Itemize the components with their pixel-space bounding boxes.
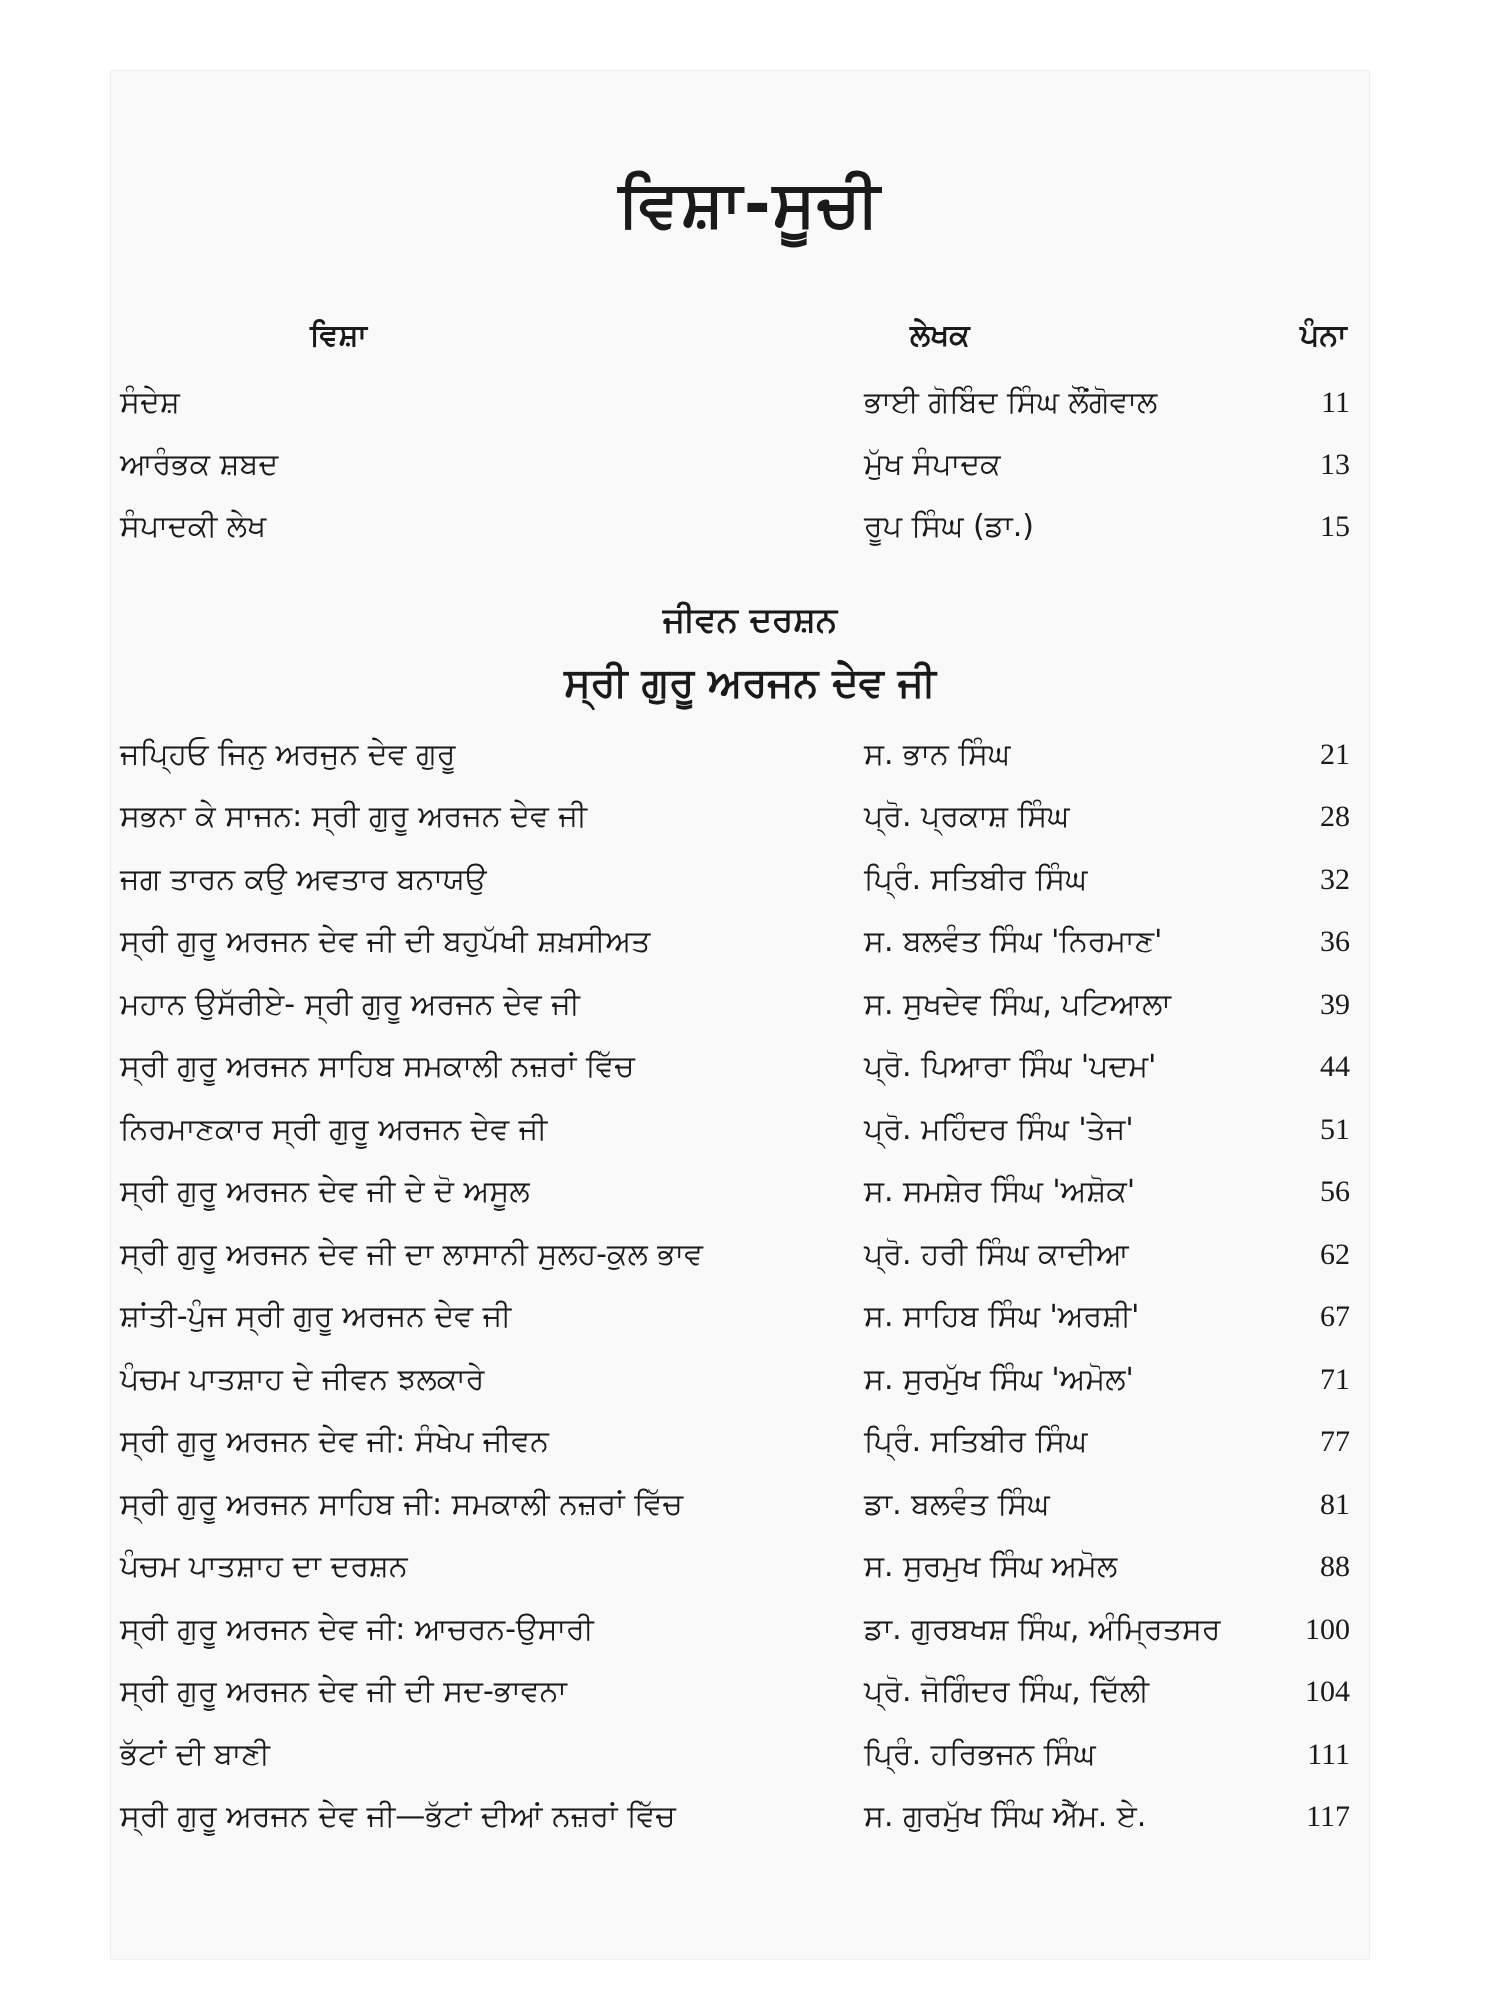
toc-author: ਸ. ਭਾਨ ਸਿੰਘ xyxy=(864,737,1011,772)
toc-row[interactable] xyxy=(0,1792,1500,1842)
toc-subject: ਸਭਨਾ ਕੇ ਸਾਜਨ: ਸ੍ਰੀ ਗੁਰੂ ਅਰਜਨ ਦੇਵ ਜੀ xyxy=(120,799,588,834)
toc-subject: ਸ਼ਾਂਤੀ-ਪੁੰਜ ਸ੍ਰੀ ਗੁਰੂ ਅਰਜਨ ਦੇਵ ਜੀ xyxy=(120,1299,512,1334)
toc-author: ਸ. ਸਮਸ਼ੇਰ ਸਿੰਘ 'ਅਸ਼ੋਕ' xyxy=(864,1174,1136,1209)
toc-page-number: 77 xyxy=(1320,1425,1350,1458)
toc-row[interactable] xyxy=(0,792,1500,842)
toc-subject: ਸ੍ਰੀ ਗੁਰੂ ਅਰਜਨ ਦੇਵ ਜੀ ਦਾ ਲਾਸਾਨੀ ਸੁਲਹ-ਕੁਲ ਭਾਵ xyxy=(120,1237,704,1272)
section-subheading: ਸ੍ਰੀ ਗੁਰੂ ਅਰਜਨ ਦੇਵ ਜੀ xyxy=(564,660,936,706)
toc-page-number: 81 xyxy=(1320,1488,1350,1521)
toc-subject: ਸ੍ਰੀ ਗੁਰੂ ਅਰਜਨ ਦੇਵ ਜੀ ਦੀ ਬਹੁਪੱਖੀ ਸ਼ਖ਼ਸੀਅਤ xyxy=(120,924,651,959)
toc-row[interactable] xyxy=(0,1417,1500,1467)
toc-page-number: 100 xyxy=(1305,1613,1350,1646)
toc-subject: ਪੰਚਮ ਪਾਤਸ਼ਾਹ ਦਾ ਦਰਸ਼ਨ xyxy=(120,1549,408,1584)
toc-author: ਸ. ਸੁਖਦੇਵ ਸਿੰਘ, ਪਟਿਆਲਾ xyxy=(864,987,1172,1022)
toc-row[interactable] xyxy=(0,980,1500,1030)
toc-page-number: 13 xyxy=(1320,448,1350,481)
toc-author: ਪ੍ਰੋ. ਪਿਆਰਾ ਸਿੰਘ 'ਪਦਮ' xyxy=(864,1049,1157,1084)
toc-author: ਡਾ. ਗੁਰਬਖਸ਼ ਸਿੰਘ, ਅੰਮ੍ਰਿਤਸਰ xyxy=(864,1612,1221,1647)
toc-subject: ਸ੍ਰੀ ਗੁਰੂ ਅਰਜਨ ਦੇਵ ਜੀ—ਭੱਟਾਂ ਦੀਆਂ ਨਜ਼ਰਾਂ ਵਿੱਚ xyxy=(120,1799,676,1834)
toc-row[interactable] xyxy=(0,1355,1500,1405)
toc-row[interactable] xyxy=(0,502,1500,552)
column-header-subject: ਵਿਸ਼ਾ xyxy=(310,318,367,353)
toc-subject: ਜਪ੍ਹਿਓ ਜਿਨੁ ਅਰਜੁਨ ਦੇਵ ਗੁਰੂ xyxy=(120,737,456,772)
toc-page-number: 36 xyxy=(1320,925,1350,958)
toc-page-number: 32 xyxy=(1320,863,1350,896)
toc-subject: ਸ੍ਰੀ ਗੁਰੂ ਅਰਜਨ ਦੇਵ ਜੀ ਦੇ ਦੋ ਅਸੂਲ xyxy=(120,1174,530,1209)
toc-subject: ਪੰਚਮ ਪਾਤਸ਼ਾਹ ਦੇ ਜੀਵਨ ਝਲਕਾਰੇ xyxy=(120,1362,485,1397)
page-title: ਵਿਸ਼ਾ-ਸੂਚੀ xyxy=(618,168,882,242)
section-heading: ਜੀਵਨ ਦਰਸ਼ਨ xyxy=(662,600,838,640)
toc-author: ਸ. ਗੁਰਮੁੱਖ ਸਿੰਘ ਐੱਮ. ਏ. xyxy=(864,1799,1147,1834)
toc-subject: ਆਰੰਭਕ ਸ਼ਬਦ xyxy=(120,447,279,482)
toc-subject: ਸ੍ਰੀ ਗੁਰੂ ਅਰਜਨ ਦੇਵ ਜੀ: ਸੰਖੇਪ ਜੀਵਨ xyxy=(120,1424,549,1459)
toc-author: ਪ੍ਰਿੰ. ਹਰਿਭਜਨ ਸਿੰਘ xyxy=(864,1737,1096,1772)
toc-author: ਸ. ਸੁਰਮੁੱਖ ਸਿੰਘ 'ਅਮੋਲ' xyxy=(864,1362,1134,1397)
toc-row[interactable] xyxy=(0,1042,1500,1092)
toc-row[interactable] xyxy=(0,1480,1500,1530)
toc-subject: ਸ੍ਰੀ ਗੁਰੂ ਅਰਜਨ ਦੇਵ ਜੀ: ਆਚਰਨ-ਉਸਾਰੀ xyxy=(120,1612,594,1647)
toc-author: ਪ੍ਰੋ. ਹਰੀ ਸਿੰਘ ਕਾਦੀਆ xyxy=(864,1237,1129,1272)
toc-subject: ਨਿਰਮਾਣਕਾਰ ਸ੍ਰੀ ਗੁਰੂ ਅਰਜਨ ਦੇਵ ਜੀ xyxy=(120,1112,548,1147)
toc-page-number: 71 xyxy=(1320,1363,1350,1396)
toc-subject: ਸ੍ਰੀ ਗੁਰੂ ਅਰਜਨ ਦੇਵ ਜੀ ਦੀ ਸਦ-ਭਾਵਨਾ xyxy=(120,1674,567,1709)
toc-row[interactable] xyxy=(0,917,1500,967)
toc-row[interactable] xyxy=(0,730,1500,780)
toc-subject: ਸ੍ਰੀ ਗੁਰੂ ਅਰਜਨ ਸਾਹਿਬ ਜੀ: ਸਮਕਾਲੀ ਨਜ਼ਰਾਂ ਵਿੱਚ xyxy=(120,1487,683,1522)
toc-row[interactable] xyxy=(0,1667,1500,1717)
toc-author: ਸ. ਸਾਹਿਬ ਸਿੰਘ 'ਅਰਸ਼ੀ' xyxy=(864,1299,1140,1334)
toc-author: ਮੁੱਖ ਸੰਪਾਦਕ xyxy=(864,447,1001,482)
toc-row[interactable] xyxy=(0,1542,1500,1592)
toc-author: ਭਾਈ ਗੋਬਿੰਦ ਸਿੰਘ ਲੌਂਗੋਵਾਲ xyxy=(864,385,1158,420)
toc-page-number: 28 xyxy=(1320,800,1350,833)
toc-row[interactable] xyxy=(0,1230,1500,1280)
toc-author: ਡਾ. ਬਲਵੰਤ ਸਿੰਘ xyxy=(864,1487,1050,1522)
toc-subject: ਸੰਦੇਸ਼ xyxy=(120,385,180,420)
toc-page-number: 21 xyxy=(1320,738,1350,771)
toc-author: ਪ੍ਰੋ. ਪ੍ਰਕਾਸ਼ ਸਿੰਘ xyxy=(864,799,1070,834)
toc-page-number: 111 xyxy=(1307,1738,1350,1771)
toc-page-number: 67 xyxy=(1320,1300,1350,1333)
toc-page-number: 104 xyxy=(1305,1675,1350,1708)
toc-page-number: 11 xyxy=(1321,386,1350,419)
toc-row[interactable] xyxy=(0,440,1500,490)
toc-author: ਪ੍ਰਿੰ. ਸਤਿਬੀਰ ਸਿੰਘ xyxy=(864,862,1088,897)
toc-subject: ਮਹਾਨ ਉਸੱਰੀਏ- ਸ੍ਰੀ ਗੁਰੂ ਅਰਜਨ ਦੇਵ ਜੀ xyxy=(120,987,580,1022)
toc-subject: ਸ੍ਰੀ ਗੁਰੂ ਅਰਜਨ ਸਾਹਿਬ ਸਮਕਾਲੀ ਨਜ਼ਰਾਂ ਵਿੱਚ xyxy=(120,1049,635,1084)
toc-subject: ਸੰਪਾਦਕੀ ਲੇਖ xyxy=(120,509,267,544)
toc-row[interactable] xyxy=(0,1292,1500,1342)
toc-page-number: 15 xyxy=(1320,510,1350,543)
toc-row[interactable] xyxy=(0,1605,1500,1655)
toc-page-number: 88 xyxy=(1320,1550,1350,1583)
toc-author: ਸ. ਬਲਵੰਤ ਸਿੰਘ 'ਨਿਰਮਾਣ' xyxy=(864,924,1163,959)
toc-row[interactable] xyxy=(0,378,1500,428)
column-header-author: ਲੇਖਕ xyxy=(910,318,970,353)
toc-row[interactable] xyxy=(0,1167,1500,1217)
toc-page-number: 117 xyxy=(1306,1800,1350,1833)
toc-subject: ਭੱਟਾਂ ਦੀ ਬਾਣੀ xyxy=(120,1737,270,1772)
toc-row[interactable] xyxy=(0,855,1500,905)
toc-author: ਪ੍ਰੋ. ਮਹਿੰਦਰ ਸਿੰਘ 'ਤੇਜ' xyxy=(864,1112,1134,1147)
toc-page-number: 39 xyxy=(1320,988,1350,1021)
toc-row[interactable] xyxy=(0,1730,1500,1780)
toc-subject: ਜਗ ਤਾਰਨ ਕਉ ਅਵਤਾਰ ਬਨਾਯਉ xyxy=(120,862,487,897)
toc-page-number: 51 xyxy=(1320,1113,1350,1146)
toc-page-number: 62 xyxy=(1320,1238,1350,1271)
column-header-page: ਪੰਨਾ xyxy=(1300,318,1347,353)
toc-author: ਸ. ਸੁਰਮੁਖ ਸਿੰਘ ਅਮੋਲ xyxy=(864,1549,1118,1584)
toc-author: ਪ੍ਰੋ. ਜੋਗਿੰਦਰ ਸਿੰਘ, ਦਿੱਲੀ xyxy=(864,1674,1150,1709)
toc-author: ਰੂਪ ਸਿੰਘ (ਡਾ.) xyxy=(864,509,1035,544)
toc-page-number: 44 xyxy=(1320,1050,1350,1083)
toc-page-number: 56 xyxy=(1320,1175,1350,1208)
toc-row[interactable] xyxy=(0,1105,1500,1155)
toc-author: ਪ੍ਰਿੰ. ਸਤਿਬੀਰ ਸਿੰਘ xyxy=(864,1424,1088,1459)
